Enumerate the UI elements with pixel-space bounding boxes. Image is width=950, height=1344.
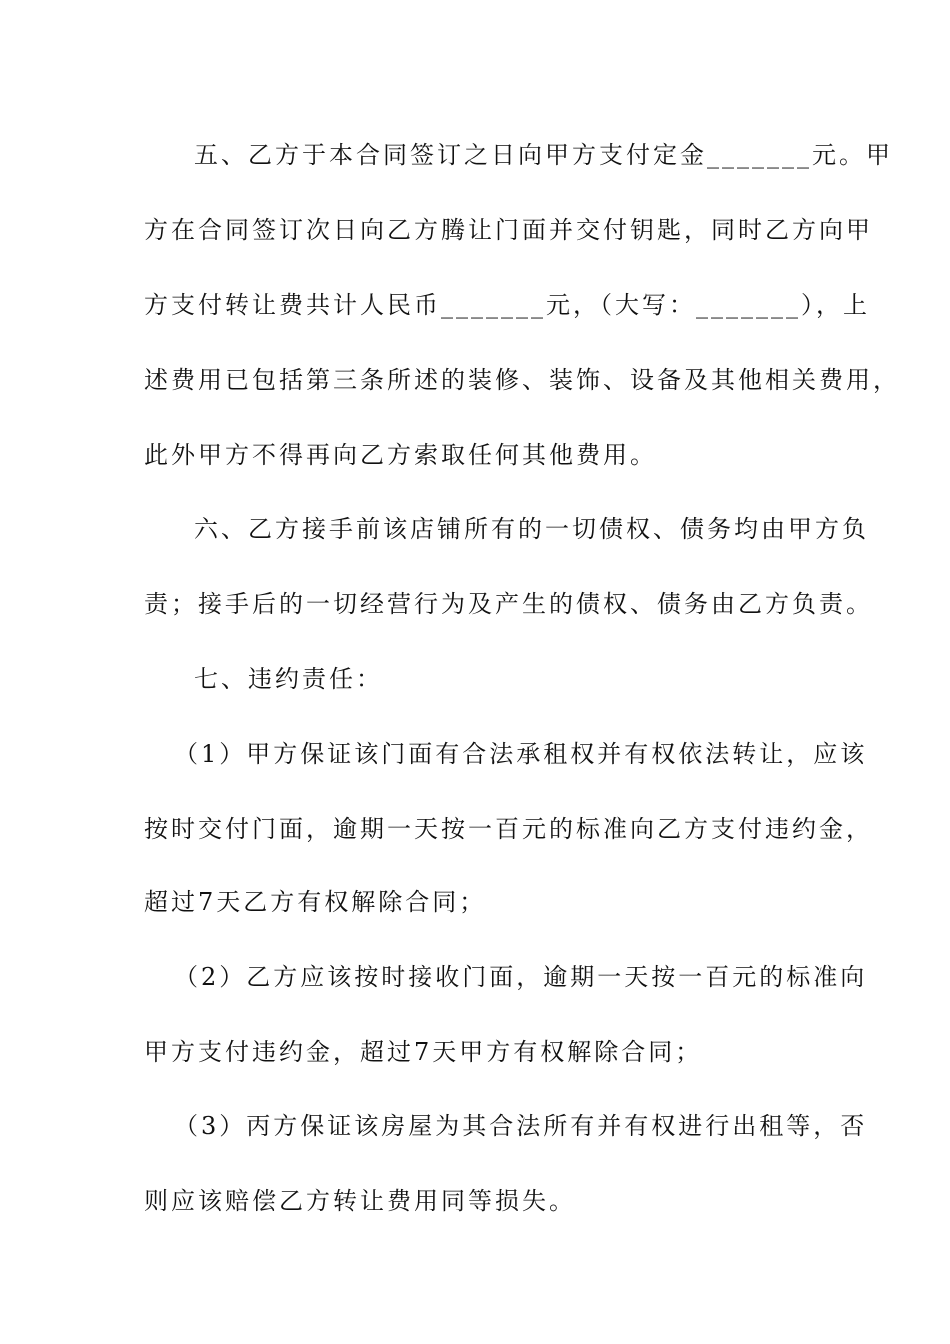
clause-5-line-2: 方在合同签订次日向乙方腾让门面并交付钥匙，同时乙方向甲 <box>144 216 873 244</box>
item-1-line-2: 按时交付门面，逾期一天按一百元的标准向乙方支付违约金， <box>144 815 873 843</box>
item-1-line-3: 超过7天乙方有权解除合同； <box>144 888 487 916</box>
clause-6-line-2: 责；接手后的一切经营行为及产生的债权、债务由乙方负责。 <box>144 590 873 618</box>
clause-5-line-1: 五、乙方于本合同签订之日向甲方支付定金_______元。甲 <box>194 141 893 169</box>
clause-5-line-5: 此外甲方不得再向乙方索取任何其他费用。 <box>144 441 657 469</box>
item-3-line-2: 则应该赔偿乙方转让费用同等损失。 <box>144 1187 576 1215</box>
item-2-line-1: （2）乙方应该按时接收门面，逾期一天按一百元的标准向 <box>174 963 868 991</box>
clause-6-line-1: 六、乙方接手前该店铺所有的一切债权、债务均由甲方负 <box>194 515 869 543</box>
clause-5-line-3: 方支付转让费共计人民币_______元，（大写：_______），上 <box>144 291 870 319</box>
clause-7-heading: 七、违约责任： <box>194 665 383 693</box>
clause-5-line-4: 述费用已包括第三条所述的装修、装饰、设备及其他相关费用， <box>144 366 900 394</box>
item-3-line-1: （3）丙方保证该房屋为其合法所有并有权进行出租等，否 <box>174 1112 868 1140</box>
item-1-line-1: （1）甲方保证该门面有合法承租权并有权依法转让，应该 <box>174 740 868 768</box>
item-2-line-2: 甲方支付违约金，超过7天甲方有权解除合同； <box>144 1038 703 1066</box>
